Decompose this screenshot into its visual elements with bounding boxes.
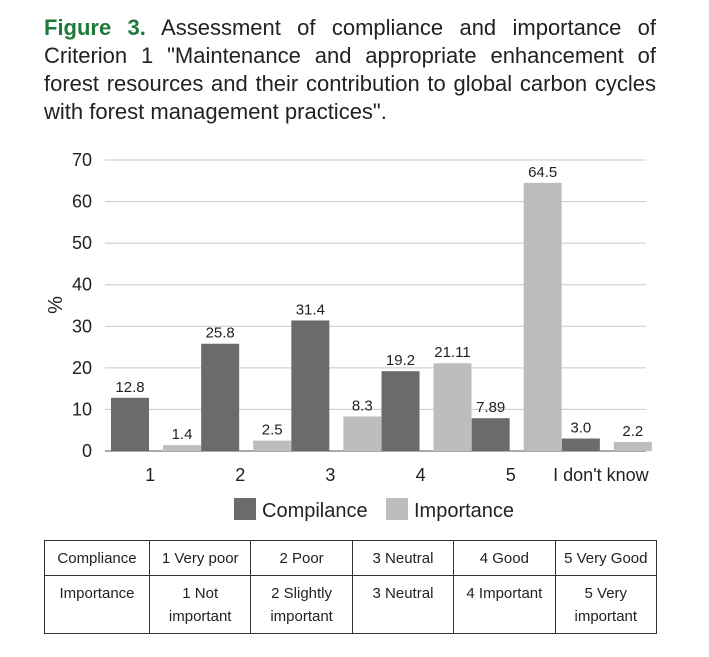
figure-caption-text: Assessment of compliance and importance of Criterion 1 "Maintenance and appropriate enhancement of forest resources and their contribution to global carbon cycles with forest management practices". [44, 15, 657, 124]
y-tick-label: 20 [71, 357, 92, 378]
legend-label-compliance: Compilance [262, 500, 368, 522]
scale-table [44, 540, 657, 634]
table-row-header: Importance [45, 576, 150, 634]
data-label: 25.8 [205, 324, 235, 342]
bar-importance [614, 442, 652, 451]
table-cell: 4 Good [454, 541, 555, 576]
x-tick-label: 1 [145, 465, 156, 485]
bar-compliance [111, 398, 149, 451]
table-cell: 5 Very Good [555, 541, 656, 576]
y-tick-label: 40 [71, 274, 92, 295]
data-label: 1.4 [171, 426, 193, 444]
legend-label-importance: Importance [414, 500, 515, 522]
x-tick-label: 2 [235, 465, 246, 485]
x-tick-label: I don't know [553, 465, 649, 485]
bar-compliance [562, 439, 600, 451]
bar-compliance [382, 371, 420, 451]
y-tick-label: 0 [81, 441, 92, 461]
data-label: 64.5 [528, 163, 558, 181]
data-label: 8.3 [351, 397, 373, 415]
data-label: 3.0 [570, 419, 592, 437]
x-tick-label: 3 [325, 465, 336, 485]
data-label: 31.4 [295, 301, 325, 319]
y-axis-label: % [45, 296, 67, 314]
legend-swatch-compliance [234, 498, 256, 520]
bar-importance [163, 445, 201, 451]
bar-importance [524, 183, 562, 451]
bar-compliance [291, 320, 329, 451]
table-row-importance [45, 576, 657, 634]
data-label: 12.8 [115, 378, 145, 396]
table-cell: 4 Important [454, 576, 555, 634]
data-label: 7.89 [476, 399, 506, 417]
table-cell: 3 Neutral [352, 576, 453, 634]
table-row-compliance [45, 541, 657, 576]
table-cell: 2 Slightly important [251, 576, 352, 634]
table-cell: 1 Very poor [150, 541, 251, 576]
table-cell: 2 Poor [251, 541, 352, 576]
bar-importance [253, 441, 291, 451]
figure-label: Figure 3. [44, 15, 146, 40]
x-tick-label: 4 [415, 465, 426, 485]
table-row-header: Compliance [45, 541, 150, 576]
bar-compliance [472, 418, 510, 451]
table-cell: 3 Neutral [352, 541, 453, 576]
y-tick-label: 50 [71, 233, 92, 254]
x-tick-label: 5 [505, 465, 516, 485]
bar-importance [434, 363, 472, 451]
table-cell: 5 Very important [555, 576, 656, 634]
data-label: 2.2 [622, 422, 644, 440]
y-tick-label: 60 [71, 191, 92, 212]
legend-swatch-importance [386, 498, 408, 520]
data-label: 21.11 [434, 344, 471, 362]
bar-importance [343, 416, 381, 451]
table-cell: 1 Not important [150, 576, 251, 634]
y-tick-label: 30 [71, 316, 92, 337]
y-tick-label: 70 [71, 150, 92, 170]
data-label: 2.5 [261, 421, 283, 439]
data-label: 19.2 [385, 352, 416, 370]
y-tick-label: 10 [71, 399, 92, 420]
bar-compliance [201, 344, 239, 451]
